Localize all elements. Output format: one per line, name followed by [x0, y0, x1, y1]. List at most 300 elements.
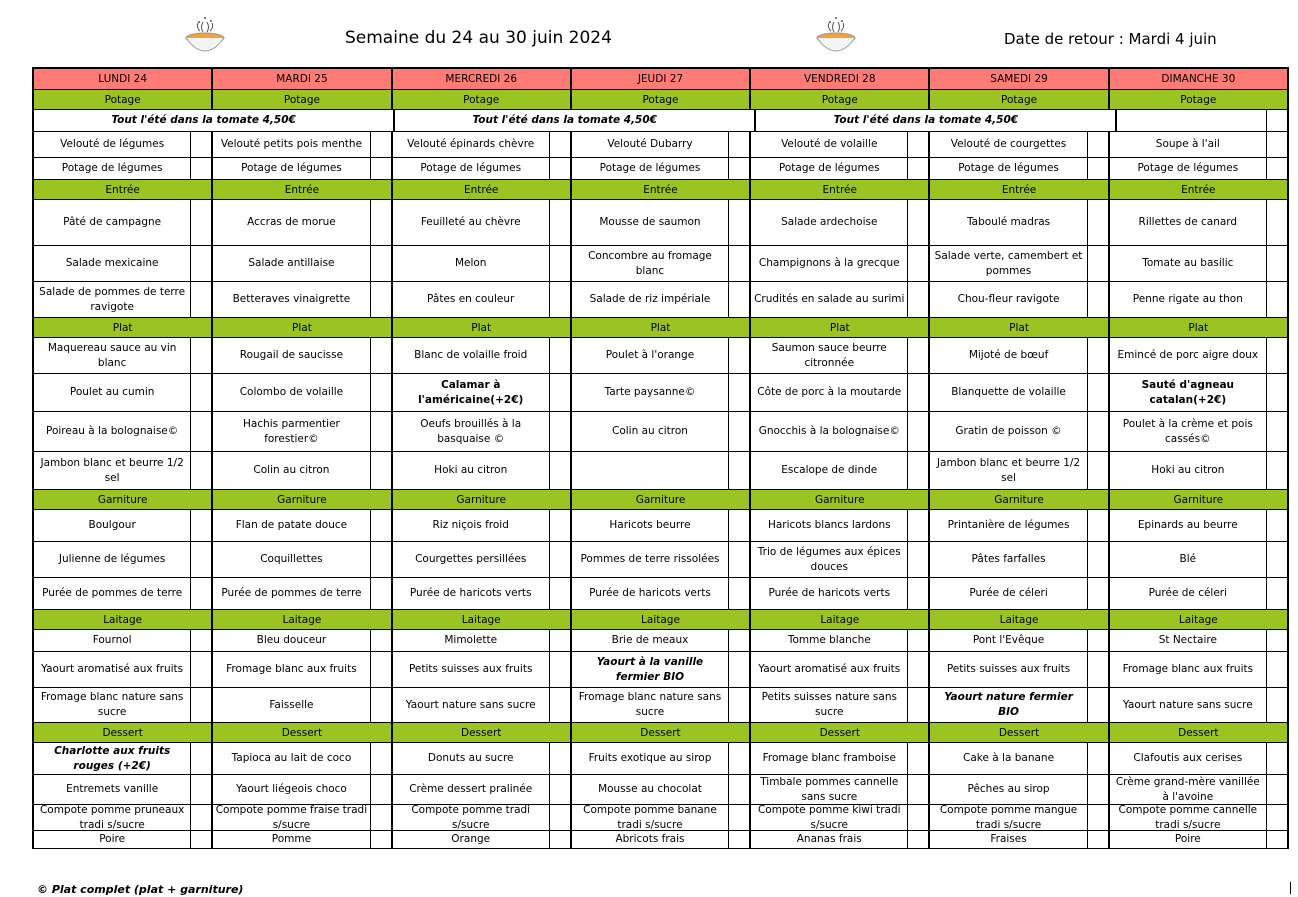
menu-cell	[1110, 246, 1287, 281]
menu-cell	[1110, 688, 1287, 722]
checkbox-cell	[190, 246, 211, 281]
menu-cell	[751, 374, 930, 411]
checkbox-cell	[370, 743, 391, 774]
menu-row	[32, 132, 1289, 158]
menu-cell	[930, 831, 1109, 848]
checkbox-cell	[190, 282, 211, 317]
dish-name: Rillettes de canard	[1138, 216, 1238, 228]
section-label: Dessert	[393, 723, 572, 742]
menu-cell	[393, 200, 572, 245]
checkbox-cell	[190, 831, 211, 848]
menu-cell	[213, 775, 392, 804]
menu-cell	[393, 542, 572, 577]
dish-name: Compote pomme kiwi tradi s/sucre	[757, 805, 901, 830]
menu-row	[32, 452, 1289, 490]
menu-cell	[572, 652, 751, 687]
checkbox-cell	[728, 374, 749, 411]
checkbox-cell	[1266, 246, 1287, 281]
dish-name: Melon	[454, 257, 487, 269]
section-label: Laitage	[213, 610, 392, 629]
section-label: Dessert	[1110, 723, 1287, 742]
checkbox-cell	[190, 452, 211, 489]
menu-row	[32, 630, 1289, 652]
menu-cell	[34, 831, 213, 848]
page-title: Semaine du 24 au 30 juin 2024	[345, 28, 612, 48]
menu-cell	[34, 652, 213, 687]
dish-name: Abricots frais	[615, 833, 685, 845]
menu-cell	[393, 132, 572, 157]
menu-row	[32, 374, 1289, 412]
checkbox-cell	[1266, 688, 1287, 722]
menu-cell	[213, 338, 392, 373]
menu-cell	[34, 282, 213, 317]
dish-name: Poulet à la crème et pois cassés©	[1122, 417, 1253, 445]
section-label: Dessert	[34, 723, 213, 742]
checkbox-cell	[728, 542, 749, 577]
menu-cell	[34, 542, 213, 577]
dish-name: Pâtes farfalles	[971, 553, 1046, 565]
menu-cell	[930, 630, 1109, 651]
dish-name: Blanc de volaille froid	[414, 349, 528, 361]
promo-cell	[395, 110, 734, 131]
dish-name: Accras de morue	[247, 216, 336, 228]
menu-cell	[1110, 831, 1287, 848]
menu-row	[32, 743, 1289, 775]
checkbox-cell	[1087, 542, 1108, 577]
dish-name: Pêches au sirop	[967, 783, 1050, 795]
section-header-row	[32, 723, 1289, 743]
page-end-mark	[1290, 882, 1291, 894]
menu-cell	[572, 452, 751, 489]
dish-name: Hoki au citron	[434, 464, 508, 476]
dish-name: Purée de haricots verts	[409, 587, 532, 599]
checkbox-cell	[907, 282, 928, 317]
checkbox-cell	[907, 805, 928, 830]
section-label: Garniture	[930, 490, 1109, 509]
menu-cell	[213, 452, 392, 489]
checkbox-cell	[549, 338, 570, 373]
checkbox-cell	[1087, 743, 1108, 774]
section-label: Laitage	[393, 610, 572, 629]
dish-name: Pommes de terre rissolées	[580, 553, 720, 565]
dish-name: Courgettes persillées	[415, 553, 527, 565]
menu-row	[32, 578, 1289, 610]
menu-cell	[572, 510, 751, 541]
dish-name: Haricots beurre	[609, 519, 691, 531]
checkbox-cell	[370, 652, 391, 687]
menu-cell	[930, 805, 1109, 830]
menu-cell	[572, 132, 751, 157]
dish-name: Fournol	[92, 634, 132, 646]
section-header-row	[32, 490, 1289, 510]
dish-name: Soupe à l'ail	[1155, 138, 1220, 150]
dish-name: Purée de haricots verts	[768, 587, 891, 599]
menu-cell	[572, 412, 751, 451]
dish-name: Yaourt aromatisé aux fruits	[41, 663, 184, 675]
section-label: Entrée	[34, 180, 213, 199]
dish-name: Fraises	[990, 833, 1027, 845]
menu-cell	[572, 743, 751, 774]
dish-name: Compote pomme fraise tradi s/sucre	[215, 805, 368, 830]
dish-name: Yaourt aromatisé aux fruits	[758, 663, 901, 675]
section-label: Garniture	[1110, 490, 1287, 509]
checkbox-cell	[728, 805, 749, 830]
menu-cell	[751, 200, 930, 245]
checkbox-cell	[907, 246, 928, 281]
checkbox-cell	[370, 200, 391, 245]
menu-cell	[393, 412, 572, 451]
menu-cell	[393, 246, 572, 281]
checkbox-cell	[1266, 775, 1287, 804]
menu-cell	[393, 630, 572, 651]
menu-cell	[930, 452, 1109, 489]
menu-row	[32, 282, 1289, 318]
dish-name: Petits suisses nature sans sucre	[761, 691, 897, 718]
dish-name: Charlotte aux fruits rouges (+2€)	[54, 744, 171, 772]
dish-name: Crème dessert pralinée	[409, 783, 533, 795]
checkbox-cell	[549, 246, 570, 281]
promo-row	[32, 110, 1289, 132]
dish-name: Betteraves vinaigrette	[232, 293, 351, 305]
checkbox-cell	[549, 158, 570, 179]
checkbox-cell	[1266, 652, 1287, 687]
dish-name: Timbale pommes cannelle sans sucre	[760, 775, 899, 803]
section-header-row	[32, 318, 1289, 338]
dish-name: Tomate au basilic	[1142, 257, 1234, 269]
checkbox-cell	[370, 630, 391, 651]
menu-cell	[213, 374, 392, 411]
dish-name: Yaourt nature fermier BIO	[944, 691, 1073, 718]
section-label: Laitage	[572, 610, 751, 629]
menu-cell	[213, 246, 392, 281]
return-date: Date de retour : Mardi 4 juin	[1004, 30, 1217, 48]
dish-name: Epinards au beurre	[1137, 519, 1238, 531]
menu-row	[32, 805, 1289, 831]
checkbox-cell	[728, 282, 749, 317]
menu-row	[32, 688, 1289, 723]
menu-cell	[1110, 412, 1287, 451]
checkbox-cell	[1087, 630, 1108, 651]
dish-name: Compote pomme mangue tradi s/sucre	[939, 805, 1078, 830]
dish-name: Fromage blanc framboise	[762, 752, 896, 764]
dish-name: Mijoté de bœuf	[968, 349, 1049, 361]
menu-cell	[393, 743, 572, 774]
menu-cell	[1110, 743, 1287, 774]
checkbox-cell	[728, 775, 749, 804]
checkbox-cell	[1266, 282, 1287, 317]
dish-name: Donuts au sucre	[427, 752, 514, 764]
checkbox-cell	[370, 775, 391, 804]
checkbox-cell	[370, 282, 391, 317]
day-header: SAMEDI 29	[930, 69, 1109, 89]
menu-cell	[213, 652, 392, 687]
checkbox-cell	[190, 510, 211, 541]
dish-name: Potage de légumes	[241, 162, 342, 174]
dish-name: St Nectaire	[1158, 634, 1217, 646]
menu-cell	[751, 282, 930, 317]
dish-name: Yaourt nature sans sucre	[405, 698, 536, 711]
checkbox-cell	[728, 338, 749, 373]
day-header-row	[32, 69, 1289, 90]
checkbox-cell	[1087, 688, 1108, 722]
dish-name: Colin au citron	[611, 425, 688, 437]
dish-name: Poulet au cumin	[69, 386, 155, 398]
dish-name: Mimolette	[444, 634, 498, 646]
checkbox-cell	[190, 200, 211, 245]
section-label: Potage	[393, 90, 572, 109]
checkbox-cell	[728, 158, 749, 179]
dish-name: Jambon blanc et beurre 1/2 sel	[40, 456, 184, 484]
dish-name: Velouté de volaille	[781, 138, 878, 150]
checkbox-cell	[549, 374, 570, 411]
dish-name: Tarte paysanne©	[604, 386, 696, 398]
dish-name: Compote pomme pruneaux tradi s/sucre	[39, 805, 185, 830]
menu-cell	[393, 510, 572, 541]
menu-cell	[930, 743, 1109, 774]
dish-name: Hoki au citron	[1151, 464, 1225, 476]
dish-name: Yaourt à la vanille fermier BIO	[596, 655, 704, 683]
dish-name: Yaourt liégeois choco	[235, 783, 347, 795]
dish-name: Blanquette de volaille	[951, 386, 1066, 398]
checkbox-cell	[1266, 542, 1287, 577]
dish-name: Brie de meaux	[611, 634, 689, 646]
checkbox-cell	[907, 452, 928, 489]
dish-name: Salade mexicaine	[65, 257, 159, 269]
section-header-row	[32, 610, 1289, 630]
menu-cell	[930, 510, 1109, 541]
menu-cell	[930, 542, 1109, 577]
checkbox-cell	[370, 158, 391, 179]
menu-cell	[572, 246, 751, 281]
checkbox-cell	[549, 132, 570, 157]
dish-name: Purée de haricots verts	[589, 587, 711, 599]
menu-cell	[1110, 132, 1287, 157]
dish-name: Velouté petits pois menthe	[220, 138, 363, 150]
dish-name: Orange	[451, 833, 491, 845]
dish-name: Tapioca au lait de coco	[231, 752, 352, 764]
dish-name: Emincé de porc aigre doux	[1117, 349, 1259, 361]
checkbox-cell	[907, 578, 928, 609]
checkbox-cell	[907, 688, 928, 722]
checkbox-cell	[1266, 374, 1287, 411]
menu-row	[32, 412, 1289, 452]
section-label: Garniture	[34, 490, 213, 509]
dish-name: Salade de pommes de terre ravigote	[39, 285, 186, 313]
checkbox-cell	[1087, 831, 1108, 848]
menu-cell	[572, 775, 751, 804]
section-label: Laitage	[1110, 610, 1287, 629]
menu-cell	[930, 688, 1109, 722]
menu-cell	[572, 688, 751, 722]
menu-row	[32, 831, 1289, 849]
checkbox-cell	[1266, 412, 1287, 451]
checkbox-cell	[549, 652, 570, 687]
menu-cell	[34, 743, 213, 774]
checkbox-cell	[728, 578, 749, 609]
menu-cell	[34, 412, 213, 451]
checkbox-cell	[370, 374, 391, 411]
dish-name: Salade ardechoise	[781, 216, 878, 228]
dish-name: Penne rigate au thon	[1132, 293, 1243, 305]
dish-name: Pomme	[271, 833, 312, 845]
menu-row	[32, 338, 1289, 374]
day-header: MARDI 25	[213, 69, 392, 89]
dish-name: Flan de patate douce	[235, 519, 348, 531]
checkbox-cell	[907, 510, 928, 541]
menu-cell	[751, 338, 930, 373]
menu-cell	[930, 652, 1109, 687]
menu-cell	[930, 158, 1109, 179]
section-label: Potage	[34, 90, 213, 109]
menu-row	[32, 652, 1289, 688]
section-label: Entrée	[930, 180, 1109, 199]
checkbox-cell	[1087, 805, 1108, 830]
day-header: DIMANCHE 30	[1110, 69, 1287, 89]
menu-cell	[34, 452, 213, 489]
checkbox-cell	[1087, 374, 1108, 411]
section-label: Entrée	[1110, 180, 1287, 199]
section-label: Entrée	[572, 180, 751, 199]
checkbox-cell	[907, 775, 928, 804]
checkbox-cell	[1087, 282, 1108, 317]
checkbox-cell	[190, 688, 211, 722]
menu-cell	[393, 374, 572, 411]
dish-name: Julienne de légumes	[58, 553, 166, 565]
menu-cell	[1110, 805, 1287, 830]
checkbox-cell	[1266, 630, 1287, 651]
checkbox-cell	[1087, 578, 1108, 609]
menu-cell	[213, 510, 392, 541]
menu-cell	[1110, 452, 1287, 489]
checkbox-cell	[549, 831, 570, 848]
dish-name: Ananas frais	[796, 833, 862, 845]
checkbox-cell	[549, 200, 570, 245]
section-label: Potage	[572, 90, 751, 109]
menu-cell	[213, 630, 392, 651]
menu-cell	[34, 200, 213, 245]
section-header-row	[32, 180, 1289, 200]
checkbox-cell	[370, 452, 391, 489]
menu-cell	[751, 132, 930, 157]
dish-name: Potage de légumes	[778, 162, 880, 174]
section-header-row	[32, 90, 1289, 110]
menu-cell	[34, 338, 213, 373]
menu-cell	[930, 338, 1109, 373]
dish-name: Faisselle	[269, 698, 314, 711]
menu-cell	[393, 158, 572, 179]
checkbox-cell	[1266, 132, 1287, 157]
dish-name: Concombre au fromage blanc	[588, 249, 712, 277]
checkbox-cell	[190, 805, 211, 830]
menu-cell	[751, 158, 930, 179]
dish-name: Velouté de légumes	[60, 138, 165, 150]
dish-name: Mousse au chocolat	[598, 783, 702, 795]
dish-name: Fruits exotique au sirop	[588, 752, 712, 764]
section-label: Laitage	[930, 610, 1109, 629]
checkbox-cell	[1087, 338, 1108, 373]
menu-cell	[34, 630, 213, 651]
checkbox-cell	[1087, 412, 1108, 451]
checkbox-cell	[190, 338, 211, 373]
dish-name: Tomme blanche	[787, 634, 871, 646]
menu-row	[32, 542, 1289, 578]
menu-row	[32, 246, 1289, 282]
menu-cell	[751, 452, 930, 489]
menu-cell	[751, 688, 930, 722]
section-label: Garniture	[751, 490, 930, 509]
menu-cell	[34, 132, 213, 157]
checkbox-cell	[728, 510, 749, 541]
menu-cell	[572, 831, 751, 848]
menu-cell	[572, 200, 751, 245]
section-label: Dessert	[930, 723, 1109, 742]
checkbox-cell	[1087, 775, 1108, 804]
dish-name: Compote pomme cannelle tradi s/sucre	[1118, 805, 1258, 830]
section-label: Potage	[213, 90, 392, 109]
menu-cell	[34, 775, 213, 804]
dish-name: Gnocchis à la bolognaise©	[758, 425, 900, 437]
menu-cell	[572, 338, 751, 373]
checkbox-cell	[370, 510, 391, 541]
menu-cell	[930, 200, 1109, 245]
checkbox-cell	[190, 542, 211, 577]
dish-name: Pâté de campagne	[63, 216, 162, 228]
checkbox-cell	[907, 630, 928, 651]
checkbox-cell	[1087, 246, 1108, 281]
dish-name: Taboulé madras	[966, 216, 1051, 228]
menu-cell	[930, 775, 1109, 804]
menu-cell	[1110, 510, 1287, 541]
checkbox-cell	[728, 452, 749, 489]
menu-cell	[393, 282, 572, 317]
section-label: Dessert	[751, 723, 930, 742]
footnote: © Plat complet (plat + garniture)	[37, 883, 244, 896]
section-label: Plat	[393, 318, 572, 337]
menu-cell	[751, 542, 930, 577]
promo-cell	[756, 110, 1095, 131]
menu-cell	[213, 743, 392, 774]
menu-cell	[930, 578, 1109, 609]
menu-cell	[751, 412, 930, 451]
dish-name: Bleu douceur	[256, 634, 327, 646]
menu-cell	[572, 542, 751, 577]
checkbox-cell	[1266, 200, 1287, 245]
checkbox-cell	[370, 412, 391, 451]
checkbox-cell	[1095, 110, 1115, 131]
checkbox-cell	[190, 630, 211, 651]
promo-text	[1117, 110, 1266, 131]
menu-cell	[1110, 374, 1287, 411]
dish-name: Pâtes en couleur	[427, 293, 515, 305]
menu-cell	[1110, 652, 1287, 687]
section-label: Dessert	[572, 723, 751, 742]
checkbox-cell	[728, 652, 749, 687]
dish-name: Poire	[99, 833, 126, 845]
promo-cell	[1117, 110, 1287, 131]
promo-text: Tout l'été dans la tomate 4,50€	[833, 114, 1019, 126]
section-label: Entrée	[751, 180, 930, 199]
dish-name: Petits suisses aux fruits	[946, 663, 1071, 675]
checkbox-cell	[549, 630, 570, 651]
dish-name: Compote pomme tradi s/sucre	[411, 805, 531, 830]
dish-name: Potage de légumes	[958, 162, 1059, 174]
dish-name: Fromage blanc nature sans sucre	[40, 691, 184, 718]
checkbox-cell	[728, 630, 749, 651]
menu-cell	[213, 805, 392, 830]
checkbox-cell	[734, 110, 754, 131]
checkbox-cell	[1087, 158, 1108, 179]
checkbox-cell	[1087, 132, 1108, 157]
